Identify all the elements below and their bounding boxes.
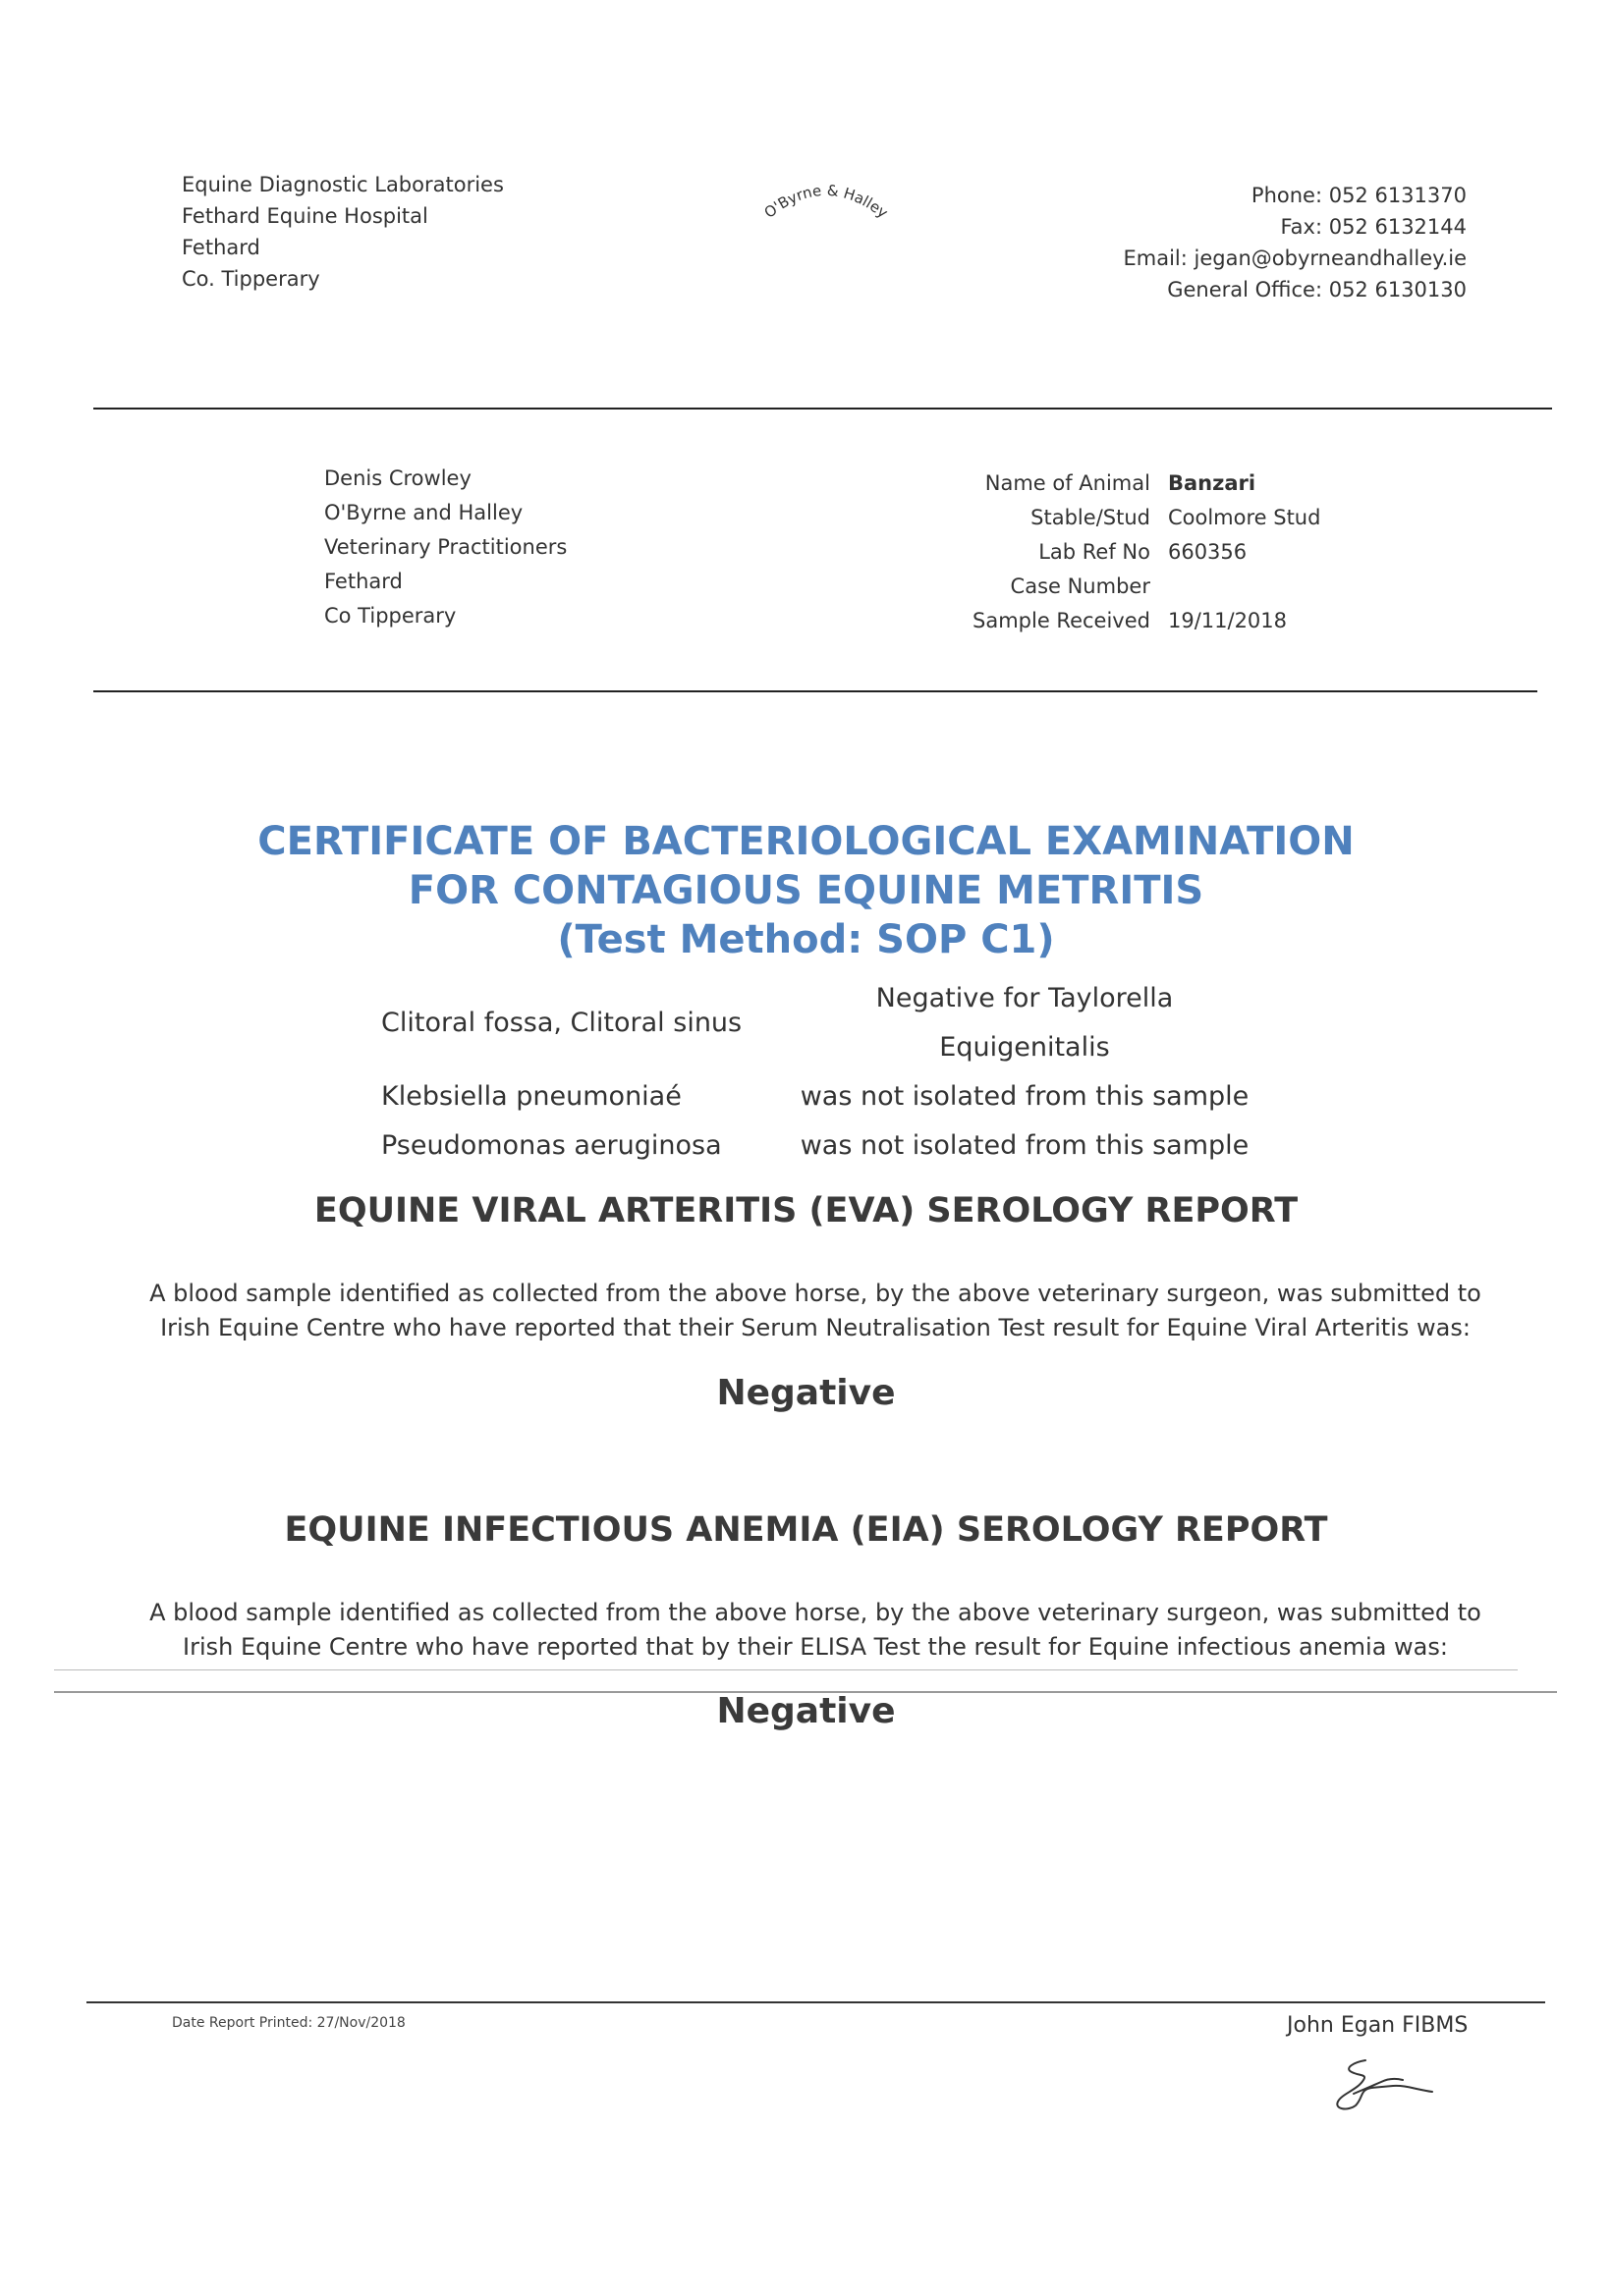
cem-results	[381, 974, 1255, 1171]
lab-hospital: Fethard Equine Hospital	[182, 204, 428, 228]
eva-result: Negative	[716, 1373, 896, 1413]
details-divider	[93, 690, 1537, 692]
recipient-address	[324, 462, 567, 633]
organism-result: was not isolated from this sample	[800, 1081, 1250, 1112]
recipient-name: Denis Crowley	[324, 466, 472, 490]
recipient-type: Veterinary Practitioners	[324, 535, 568, 559]
organism-name: Pseudomonas aeruginosa	[381, 1130, 722, 1161]
sample-result: Negative for Taylorella Equigenitalis	[875, 983, 1174, 1063]
scan-line	[54, 1669, 1518, 1670]
eva-description-line2: Irish Equine Centre who have reported that their Serum Neutralisation Test result for Equine Viral Arteritis was:	[160, 1314, 1471, 1341]
fax-number: Fax: 052 6132144	[1280, 215, 1467, 239]
detail-label: Lab Ref No	[1038, 540, 1150, 564]
svg-text:O'Byrne & Halley	[760, 182, 891, 222]
result-row	[381, 1121, 1255, 1171]
signature-icon	[1324, 2050, 1442, 2119]
eia-description-line2: Irish Equine Centre who have reported that by their ELISA Test the result for Equine infectious anemia was:	[183, 1633, 1448, 1661]
lab-address	[182, 169, 504, 295]
sample-received-date: 19/11/2018	[1167, 609, 1288, 632]
eva-title: EQUINE VIRAL ARTERITIS (EVA) SEROLOGY REPORT	[313, 1191, 1299, 1230]
eva-description	[147, 1277, 1483, 1345]
eia-description	[147, 1596, 1483, 1665]
organism-name: Klebsiella pneumoniaé	[381, 1081, 682, 1112]
recipient-town: Fethard	[324, 570, 403, 593]
footer-divider	[86, 2001, 1545, 2003]
detail-row-received	[973, 604, 1320, 638]
detail-row-stable	[973, 501, 1320, 535]
contact-info	[1123, 180, 1467, 305]
header-divider	[93, 408, 1552, 410]
recipient-practice: O'Byrne and Halley	[324, 501, 524, 524]
sample-details	[973, 466, 1320, 638]
result-row	[381, 974, 1255, 1072]
certificate-title	[0, 817, 1612, 964]
lab-town: Fethard	[182, 236, 260, 259]
case-number	[1168, 570, 1320, 604]
detail-row-case	[973, 570, 1320, 604]
detail-row-labref	[973, 535, 1320, 570]
eia-description-line1: A blood sample identified as collected from the above horse, by the above veterinary surgeon, was submitted to	[149, 1599, 1481, 1626]
detail-label: Sample Received	[973, 609, 1150, 632]
result-row	[381, 1072, 1255, 1121]
logo-text: O'Byrne & Halley	[760, 181, 892, 222]
lab-county: Co. Tipperary	[182, 267, 320, 291]
sample-site: Clitoral fossa, Clitoral sinus	[381, 1008, 743, 1038]
eva-description-line1: A blood sample identified as collected from the above horse, by the above veterinary surgeon, was submitted to	[149, 1280, 1481, 1307]
general-office-number: General Office: 052 6130130	[1167, 278, 1467, 301]
recipient-county: Co Tipperary	[324, 604, 457, 628]
email-address: Email: jegan@obyrneandhalley.ie	[1123, 246, 1467, 270]
date-report-printed: Date Report Printed: 27/Nov/2018	[172, 2015, 406, 2031]
company-logo	[751, 173, 899, 242]
detail-row-animal	[973, 466, 1320, 501]
certificate-title-line1: CERTIFICATE OF BACTERIOLOGICAL EXAMINATION	[257, 819, 1355, 864]
lab-ref-number: 660356	[1167, 540, 1248, 564]
phone-number: Phone: 052 6131370	[1251, 184, 1467, 207]
organism-result: was not isolated from this sample	[800, 1130, 1250, 1161]
animal-name: Banzari	[1167, 471, 1256, 495]
eia-title: EQUINE INFECTIOUS ANEMIA (EIA) SEROLOGY REPORT	[284, 1510, 1328, 1550]
lab-name: Equine Diagnostic Laboratories	[182, 173, 504, 196]
certificate-test-method: (Test Method: SOP C1)	[557, 917, 1055, 962]
certificate-title-line2: FOR CONTAGIOUS EQUINE METRITIS	[408, 868, 1204, 913]
detail-label: Stable/Stud	[1030, 506, 1150, 529]
detail-label: Case Number	[1010, 574, 1150, 598]
stable-name: Coolmore Stud	[1167, 506, 1321, 529]
detail-label: Name of Animal	[984, 471, 1150, 495]
signatory-name: John Egan FIBMS	[1287, 2013, 1469, 2038]
eia-result: Negative	[716, 1691, 896, 1731]
